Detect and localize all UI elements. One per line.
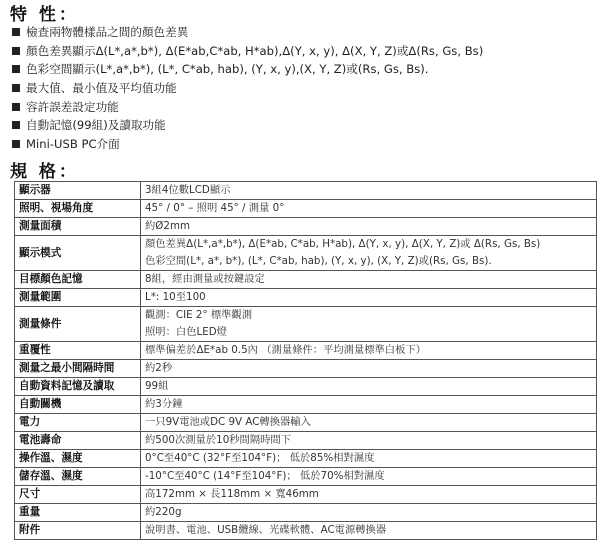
spec-value xyxy=(141,414,597,432)
spec-value xyxy=(141,432,597,450)
spec-value xyxy=(141,378,597,396)
square-bullet-icon xyxy=(12,121,20,129)
feature-item xyxy=(12,23,597,42)
spec-row xyxy=(15,378,597,396)
spec-value xyxy=(141,200,597,218)
spec-row xyxy=(15,360,597,378)
spec-value xyxy=(141,486,597,504)
spec-row xyxy=(15,468,597,486)
spec-value-line: 高172mm × 長118mm × 寬46mm xyxy=(145,488,319,500)
spec-value xyxy=(141,396,597,414)
feature-item xyxy=(12,116,597,135)
spec-value xyxy=(141,522,597,540)
spec-value xyxy=(141,218,597,236)
spec-value-line: 色彩空間(L*, a*, b*), (L*, C*ab, hab), (Y, x, y), (X, Y, Z)或(Rs, Gs, Bs). xyxy=(145,255,492,267)
spec-label: 重覆性 xyxy=(15,342,141,360)
spec-label: 顯示模式 xyxy=(15,236,141,271)
specifications-heading: 規 格： xyxy=(10,162,79,182)
square-bullet-icon xyxy=(12,84,20,92)
spec-value-line: 說明書、電池、USB纜線、光碟軟體、AC電源轉換器 xyxy=(145,524,387,536)
square-bullet-icon xyxy=(12,103,20,111)
spec-value-line: 99組 xyxy=(145,380,169,392)
spec-row xyxy=(15,414,597,432)
spec-value xyxy=(141,360,597,378)
spec-value xyxy=(141,342,597,360)
spec-row xyxy=(15,450,597,468)
feature-item xyxy=(12,42,597,61)
spec-value-line: 45° / 0° – 照明 45° / 測量 0° xyxy=(145,202,285,214)
feature-text: 色彩空間顯示(L*,a*,b*), (L*, C*ab, hab), (Y, x, y),(X, Y, Z)或(Rs, Gs, Bs). xyxy=(26,62,429,77)
spec-value-line: 約3分鐘 xyxy=(145,398,183,410)
spec-value-line: 約500次測量於10秒間隔時間下 xyxy=(145,434,292,446)
spec-value-line: 一只9V電池或DC 9V AC轉換器輸入 xyxy=(145,416,311,428)
spec-value xyxy=(141,504,597,522)
spec-value xyxy=(141,468,597,486)
spec-label: 尺寸 xyxy=(15,486,141,504)
feature-text: Mini-USB PC介面 xyxy=(26,136,120,151)
spec-row xyxy=(15,271,597,289)
spec-label: 重量 xyxy=(15,504,141,522)
spec-label: 操作溫、濕度 xyxy=(15,450,141,468)
specifications-table xyxy=(14,181,597,540)
spec-value-line: 3組4位數LCD顯示 xyxy=(145,184,231,196)
spec-value xyxy=(141,289,597,307)
square-bullet-icon xyxy=(12,47,20,55)
feature-item xyxy=(12,79,597,98)
feature-text: 顏色差異顯示Δ(L*,a*,b*), Δ(E*ab,C*ab, H*ab),Δ(Y, x, y), Δ(X, Y, Z)或Δ(Rs, Gs, Bs) xyxy=(26,43,484,58)
spec-row xyxy=(15,182,597,200)
square-bullet-icon xyxy=(12,140,20,148)
spec-value xyxy=(141,182,597,200)
spec-row xyxy=(15,432,597,450)
spec-row xyxy=(15,289,597,307)
spec-row xyxy=(15,396,597,414)
feature-item xyxy=(12,97,597,116)
feature-text: 自動記憶(99組)及讀取功能 xyxy=(26,118,166,133)
spec-row xyxy=(15,236,597,271)
spec-label: 測量之最小間隔時間 xyxy=(15,360,141,378)
spec-value-line: 約220g xyxy=(145,506,182,518)
square-bullet-icon xyxy=(12,28,20,36)
spec-value xyxy=(141,307,597,342)
features-list xyxy=(12,23,597,153)
spec-row xyxy=(15,504,597,522)
spec-label: 照明、視場角度 xyxy=(15,200,141,218)
spec-label: 測量範圍 xyxy=(15,289,141,307)
square-bullet-icon xyxy=(12,65,20,73)
feature-item xyxy=(12,135,597,154)
feature-text: 最大值、最小值及平均值功能 xyxy=(26,81,177,96)
spec-row xyxy=(15,522,597,540)
spec-value-line: 觀測：CIE 2° 標準觀測 xyxy=(145,309,253,321)
spec-row xyxy=(15,486,597,504)
spec-label: 自動關機 xyxy=(15,396,141,414)
feature-item xyxy=(12,60,597,79)
spec-value-line: 照明：白色LED燈 xyxy=(145,326,227,338)
spec-value xyxy=(141,271,597,289)
spec-value-line: 約Ø2mm xyxy=(145,220,191,232)
spec-label: 電池壽命 xyxy=(15,432,141,450)
feature-text: 檢查兩物體樣品之間的顏色差異 xyxy=(26,25,189,40)
spec-row xyxy=(15,342,597,360)
spec-label: 附件 xyxy=(15,522,141,540)
spec-row xyxy=(15,218,597,236)
spec-label: 測量條件 xyxy=(15,307,141,342)
features-heading: 特 性： xyxy=(10,5,79,25)
spec-value-line: 0°C至40°C (32°F至104°F)； 低於85%相對濕度 xyxy=(145,452,375,464)
spec-label: 自動資料記憶及讀取 xyxy=(15,378,141,396)
spec-row xyxy=(15,307,597,342)
spec-value-line: 約2秒 xyxy=(145,362,173,374)
spec-label: 目標顏色記憶 xyxy=(15,271,141,289)
spec-value xyxy=(141,236,597,271)
spec-value-line: 顏色差異Δ(L*,a*,b*), Δ(E*ab, C*ab, H*ab), Δ(Y, x, y), Δ(X, Y, Z)或 Δ(Rs, Gs, Bs) xyxy=(145,238,541,250)
spec-value-line: -10°C至40°C (14°F至104°F)； 低於70%相對濕度 xyxy=(145,470,385,482)
spec-value xyxy=(141,450,597,468)
spec-row xyxy=(15,200,597,218)
feature-text: 容許誤差設定功能 xyxy=(26,99,119,114)
spec-label: 顯示器 xyxy=(15,182,141,200)
spec-value-line: L*: 10至100 xyxy=(145,291,206,303)
spec-value-line: 標準偏差於ΔE*ab 0.5內 （測量條件：平均測量標準白板下） xyxy=(145,344,426,356)
spec-label: 測量面積 xyxy=(15,218,141,236)
spec-label: 儲存溫、濕度 xyxy=(15,468,141,486)
spec-label: 電力 xyxy=(15,414,141,432)
spec-value-line: 8組，經由測量或按鍵設定 xyxy=(145,273,265,285)
